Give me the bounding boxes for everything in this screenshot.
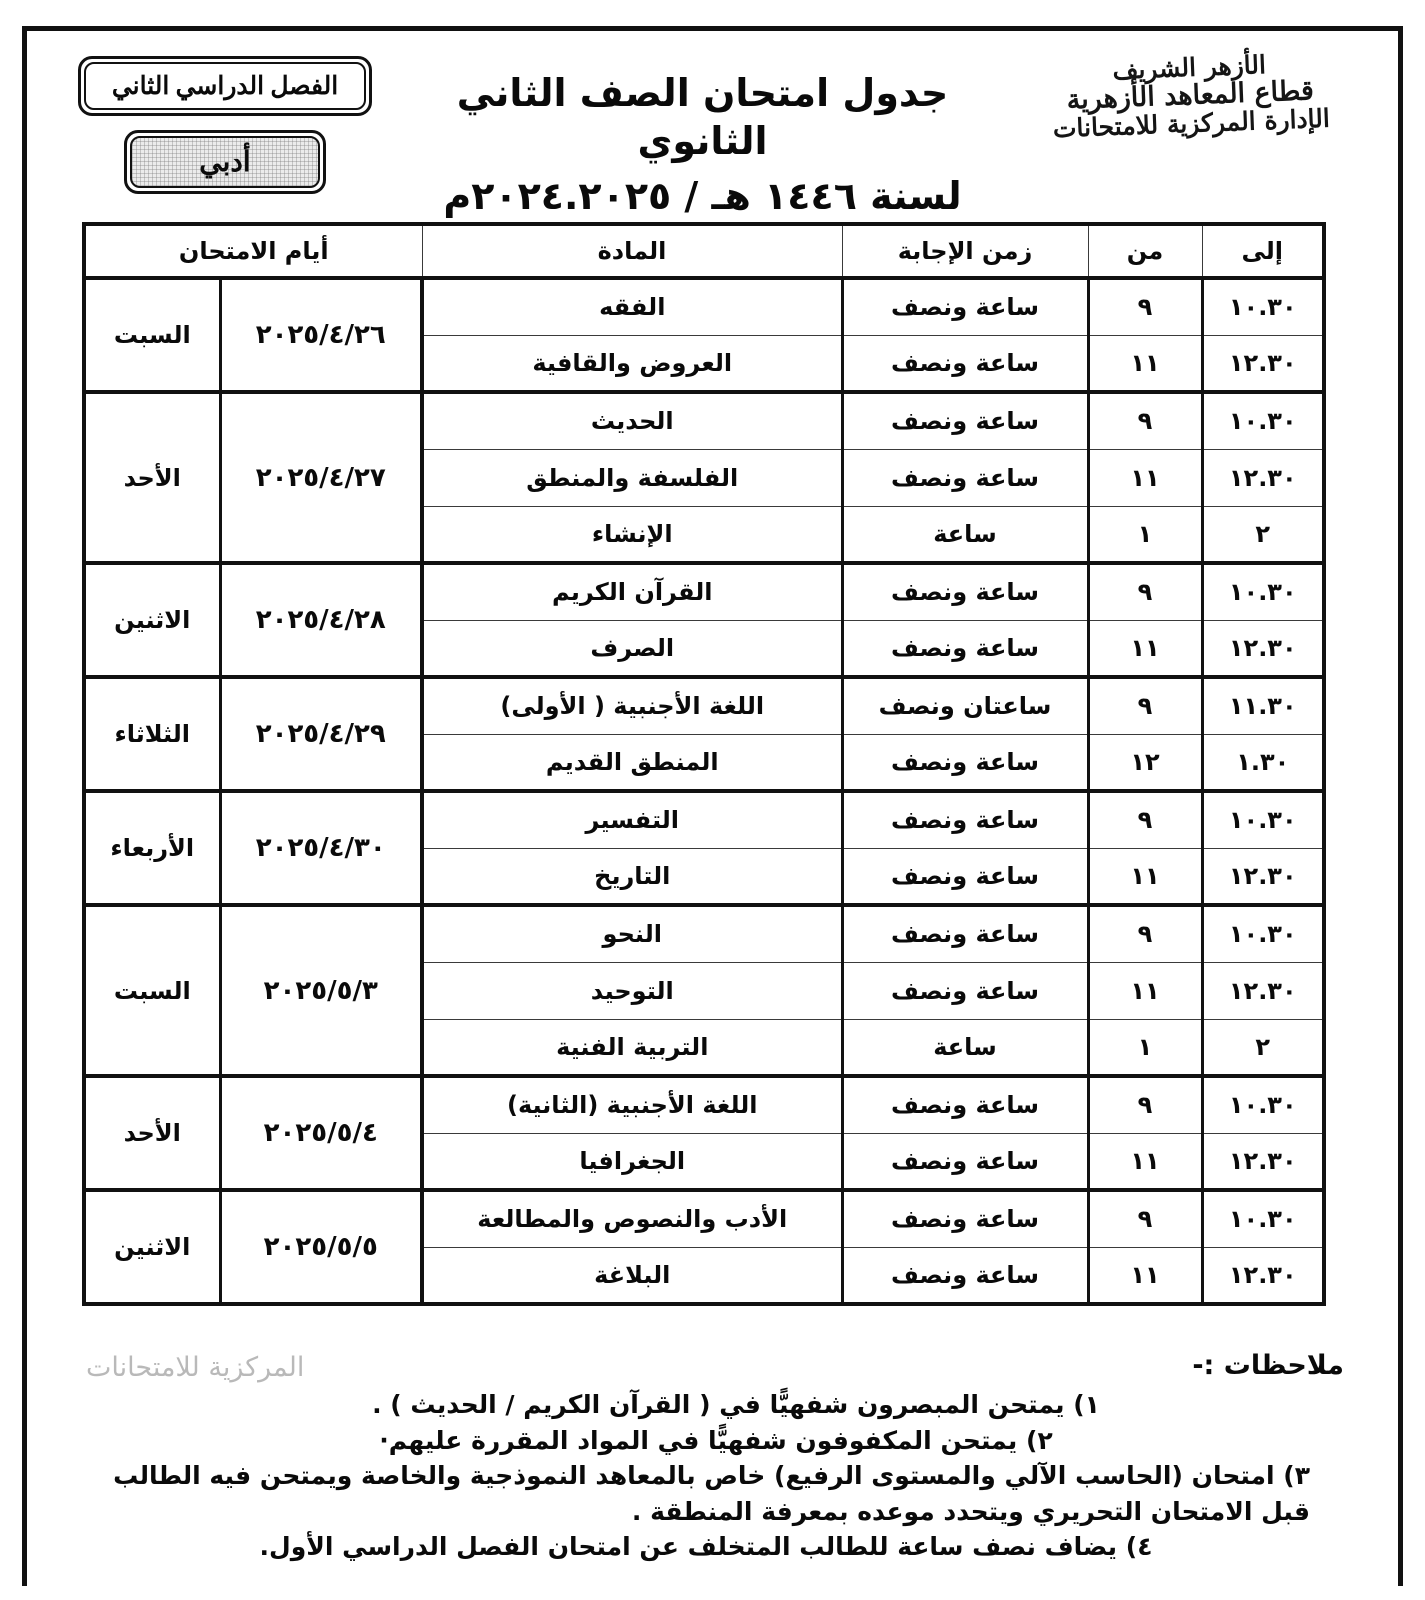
cell-end-time: ١٢.٣٠ [1202, 335, 1324, 392]
cell-end-time: ١٢.٣٠ [1202, 848, 1324, 905]
cell-duration: ساعة ونصف [842, 563, 1088, 620]
note-item: ٢) يمتحن المكفوفون شفهيًّا في المواد المقررة عليهم· [379, 1425, 1053, 1455]
cell-exam-day: الأربعاء [84, 791, 220, 905]
cell-exam-day: السبت [84, 905, 220, 1076]
title-line-1: جدول امتحان الصف الثاني الثانوي [456, 71, 949, 163]
cell-exam-date: ٢٠٢٥/٥/٥ [220, 1190, 422, 1304]
cell-subject: القرآن الكريم [422, 563, 842, 620]
cell-subject: المنطق القديم [422, 734, 842, 791]
cell-duration: ساعة ونصف [842, 1133, 1088, 1190]
cell-start-time: ٩ [1088, 791, 1202, 848]
cell-duration: ساعة ونصف [842, 278, 1088, 335]
cell-duration: ساعة ونصف [842, 335, 1088, 392]
cell-start-time: ١ [1088, 1019, 1202, 1076]
cell-start-time: ٩ [1088, 905, 1202, 962]
cell-subject: التربية الفنية [422, 1019, 842, 1076]
cell-exam-date: ٢٠٢٥/٤/٢٩ [220, 677, 422, 791]
table-row [84, 278, 1324, 335]
cell-duration: ساعة ونصف [842, 734, 1088, 791]
track-badge [124, 130, 326, 194]
cell-end-time: ٢ [1202, 506, 1324, 563]
logo-line-1: الأزهر الشريف [1111, 50, 1267, 85]
cell-subject: الصرف [422, 620, 842, 677]
cell-subject: اللغة الأجنبية ( الأولى) [422, 677, 842, 734]
cell-end-time: ١١.٣٠ [1202, 677, 1324, 734]
cell-end-time: ١٢.٣٠ [1202, 1247, 1324, 1304]
table-row [84, 563, 1324, 620]
table-row [84, 791, 1324, 848]
cell-subject: البلاغة [422, 1247, 842, 1304]
cell-subject: الفقه [422, 278, 842, 335]
cell-end-time: ١٠.٣٠ [1202, 905, 1324, 962]
cell-subject: اللغة الأجنبية (الثانية) [422, 1076, 842, 1133]
cell-end-time: ١٢.٣٠ [1202, 1133, 1324, 1190]
cell-exam-day: الثلاثاء [84, 677, 220, 791]
cell-start-time: ١١ [1088, 962, 1202, 1019]
cell-duration: ساعة ونصف [842, 962, 1088, 1019]
cell-duration: ساعة [842, 1019, 1088, 1076]
table-body [84, 278, 1324, 1304]
cell-exam-day: الاثنين [84, 1190, 220, 1304]
cell-duration: ساعة ونصف [842, 791, 1088, 848]
column-header-from: من [1088, 224, 1202, 278]
cell-subject: التاريخ [422, 848, 842, 905]
cell-end-time: ١٢.٣٠ [1202, 962, 1324, 1019]
cell-end-time: ١٢.٣٠ [1202, 449, 1324, 506]
cell-subject: العروض والقافية [422, 335, 842, 392]
logo-line-2: قطاع المعاهد الأزهرية [1066, 75, 1315, 116]
cell-start-time: ١٢ [1088, 734, 1202, 791]
cell-subject: الإنشاء [422, 506, 842, 563]
term-badge-label: الفصل الدراسي الثاني [84, 62, 366, 110]
cell-exam-date: ٢٠٢٥/٥/٣ [220, 905, 422, 1076]
cell-subject: الأدب والنصوص والمطالعة [422, 1190, 842, 1247]
table-row [84, 1076, 1324, 1133]
notes-title: ملاحظات :- [1192, 1350, 1344, 1381]
cell-duration: ساعة ونصف [842, 905, 1088, 962]
cell-end-time: ١٠.٣٠ [1202, 392, 1324, 449]
cell-start-time: ٩ [1088, 278, 1202, 335]
cell-start-time: ٩ [1088, 1190, 1202, 1247]
table-row [84, 905, 1324, 962]
cell-duration: ساعة ونصف [842, 392, 1088, 449]
cell-exam-day: الأحد [84, 1076, 220, 1190]
cell-subject: الفلسفة والمنطق [422, 449, 842, 506]
table-row [84, 677, 1324, 734]
cell-start-time: ٩ [1088, 677, 1202, 734]
cell-end-time: ١٠.٣٠ [1202, 563, 1324, 620]
table-header-row [84, 224, 1324, 278]
cell-subject: الحديث [422, 392, 842, 449]
cell-start-time: ١١ [1088, 620, 1202, 677]
logo-line-3: الإدارة المركزية للامتحانات [1052, 103, 1331, 144]
column-header-duration: زمن الإجابة [842, 224, 1088, 278]
cell-duration: ساعة ونصف [842, 1190, 1088, 1247]
cell-duration: ساعة ونصف [842, 848, 1088, 905]
cell-start-time: ١١ [1088, 1133, 1202, 1190]
cell-end-time: ١٢.٣٠ [1202, 620, 1324, 677]
cell-subject: النحو [422, 905, 842, 962]
cell-start-time: ١١ [1088, 335, 1202, 392]
cell-start-time: ١ [1088, 506, 1202, 563]
cell-duration: ساعة ونصف [842, 449, 1088, 506]
cell-start-time: ٩ [1088, 392, 1202, 449]
cell-end-time: ١٠.٣٠ [1202, 1190, 1324, 1247]
cell-end-time: ١٠.٣٠ [1202, 278, 1324, 335]
cell-exam-date: ٢٠٢٥/٤/٢٧ [220, 392, 422, 563]
table-row [84, 1190, 1324, 1247]
cell-end-time: ١.٣٠ [1202, 734, 1324, 791]
cell-exam-day: الاثنين [84, 563, 220, 677]
cell-duration: ساعة ونصف [842, 620, 1088, 677]
note-item: ١) يمتحن المبصرون شفهيًّا في ( القرآن الكريم / الحديث ) . [372, 1390, 1100, 1419]
cell-duration: ساعتان ونصف [842, 677, 1088, 734]
cell-start-time: ١١ [1088, 1247, 1202, 1304]
cell-exam-date: ٢٠٢٥/٤/٢٨ [220, 563, 422, 677]
cell-end-time: ٢ [1202, 1019, 1324, 1076]
cell-end-time: ١٠.٣٠ [1202, 1076, 1324, 1133]
exam-schedule-table [82, 222, 1326, 1306]
cell-subject: الجغرافيا [422, 1133, 842, 1190]
note-item: ٣) امتحان (الحاسب الآلي والمستوى الرفيع) خاص بالمعاهد النموذجية والخاصة ويمتحن فيه الطالب قبل الامتحان التحريري ويتحدد موعده بمعرفة المنطقة . [113, 1461, 1310, 1526]
azhar-logo [1013, 33, 1366, 144]
cell-start-time: ٩ [1088, 563, 1202, 620]
page-title [390, 40, 1015, 222]
cell-duration: ساعة [842, 506, 1088, 563]
notes-section [82, 1350, 1344, 1565]
term-badge [78, 56, 372, 116]
cell-start-time: ١١ [1088, 848, 1202, 905]
header-badges [60, 40, 390, 194]
cell-start-time: ١١ [1088, 449, 1202, 506]
cell-start-time: ٩ [1088, 1076, 1202, 1133]
cell-subject: التوحيد [422, 962, 842, 1019]
table-row [84, 392, 1324, 449]
cell-exam-date: ٢٠٢٥/٤/٣٠ [220, 791, 422, 905]
track-badge-label: أدبي [130, 136, 320, 188]
column-header-to: إلى [1202, 224, 1324, 278]
column-header-exam-days: أيام الامتحان [84, 224, 422, 278]
cell-exam-date: ٢٠٢٥/٥/٤ [220, 1076, 422, 1190]
cell-end-time: ١٠.٣٠ [1202, 791, 1324, 848]
cell-duration: ساعة ونصف [842, 1247, 1088, 1304]
cell-exam-day: الأحد [84, 392, 220, 563]
cell-exam-date: ٢٠٢٥/٤/٢٦ [220, 278, 422, 392]
cell-exam-day: السبت [84, 278, 220, 392]
document-header [60, 40, 1365, 218]
cell-duration: ساعة ونصف [842, 1076, 1088, 1133]
cell-subject: التفسير [422, 791, 842, 848]
title-line-2: لسنة ١٤٤٦ هـ / ٢٠٢٤.٢٠٢٥م [443, 174, 962, 218]
watermark: المركزية للامتحانات [86, 1352, 305, 1383]
note-item: ٤) يضاف نصف ساعة للطالب المتخلف عن امتحان الفصل الدراسي الأول. [259, 1532, 1153, 1561]
column-header-subject: المادة [422, 224, 842, 278]
